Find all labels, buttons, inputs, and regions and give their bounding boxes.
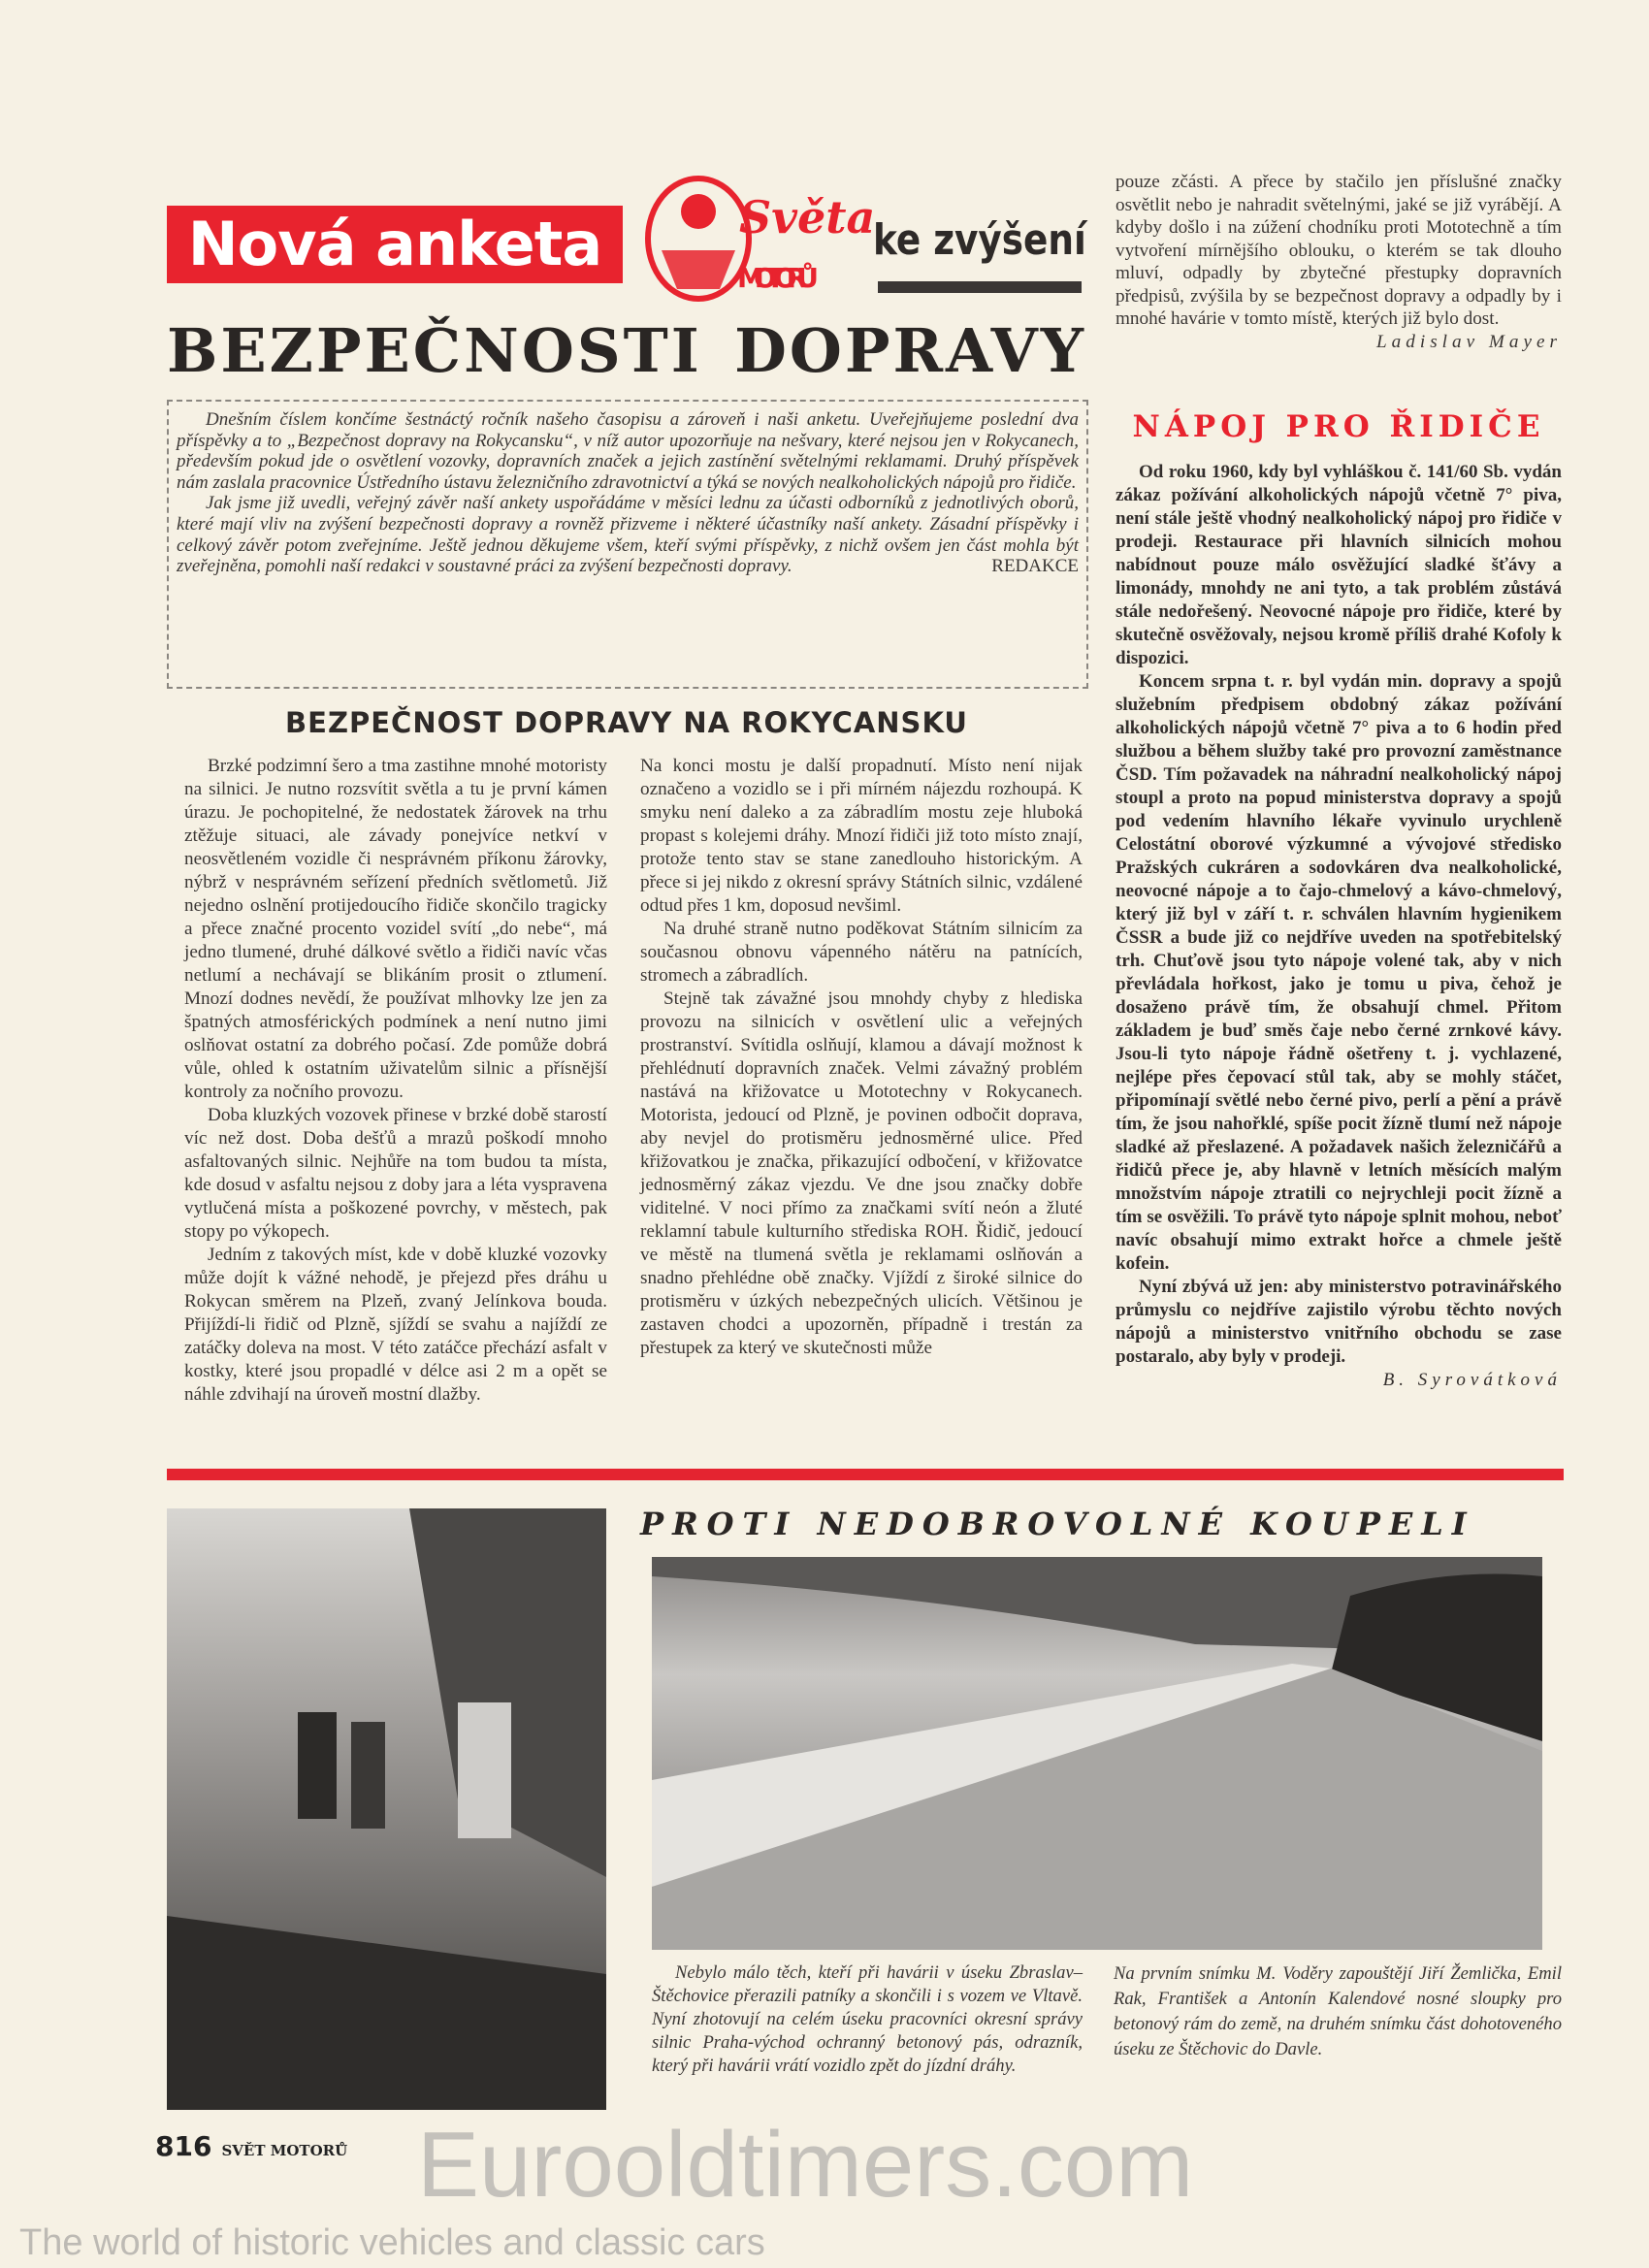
article2-paragraph: Nyní zbývá už jen: aby ministerstvo potravinářského průmyslu co nejdříve zajistilo výrobu těchto nových nápojů a ministerstvo vnitřního obchodu se zase postaralo, aby byly v prodeji.	[1116, 1277, 1562, 1367]
photo-illustration	[652, 1557, 1542, 1950]
survey-label: Nová anketa	[167, 206, 623, 283]
article2-body	[1116, 461, 1562, 1392]
article1-paragraph: Jedním z takových míst, kde v době kluzké vozovky může dojít k vážné nehodě, je přejezd přes dráhu u Rokycan směrem na Plzeň, zvaný Jelínkova bouda. Přijíždí-li řidič od Plzně, sjíždí se svahu a najíždí ze zatáčky doleva na most. V této zatáčce přechází asfalt v kostky, které jsou propadlé v délce asi 2 m a opět se náhle zdvihají na úroveň mostní dlažby.	[184, 1245, 607, 1405]
header-subtitle: ke zvýšení	[873, 215, 1086, 265]
editorial-intro-box	[167, 400, 1088, 689]
svg-text:Světa: Světa	[739, 191, 876, 243]
intro-paragraph	[177, 493, 1079, 576]
watermark-tagline: The world of historic vehicles and classic cars	[19, 2222, 765, 2263]
photo-illustration	[167, 1508, 606, 2110]
svet-motoru-logo	[642, 173, 876, 304]
article1-continuation-text: pouze zčásti. A přece by stačilo jen příslušné značky osvětlit nebo je nahradit světelnými, jaké se již vyrábějí. A kdyby došlo i na zúžení chodníku proti Mototechně a tím vytvoření mírnějšího oblouku, o kterém se tak dlouho mluví, odpadly by zbytečné přestupky dopravních předpisů, zvýšila by se bezpečnost dopravy a odpadly by i mnohé havárie v tomto místě, kterých již bylo dost.	[1116, 172, 1562, 329]
photo-caption-2	[1114, 1961, 1562, 2062]
page-footer	[155, 2130, 347, 2162]
article3-title: PROTI NEDOBROVOLNÉ KOUPELI	[640, 1506, 1475, 1542]
page-title: BEZPEČNOSTI DOPRAVY	[167, 315, 1086, 386]
article1-paragraph: Brzké podzimní šero a tma zastihne mnohé motoristy na silnici. Je nutno rozsvítit světla a tu je první kámen úrazu. Je pochopitelné, že nedostatek žárovek na trhu ztěžuje situaci, ale závady ponejvíce netkví v neosvětleném vozidle či nesprávném příkonu žárovky, nýbrž v nesprávném seřízení předních světlometů. Již nejedno oslnění protijedoucího řidiče skončilo tragicky a přece značné procento vozidel svítí „do nebe“, má jedno tlumené, druhé dálkové světlo a řidiči navíc včas netlumí a nechávají se blikáním prosit o ztlumení. Mnozí dodnes nevědí, že používat mlhovky lze jen za špatných atmosférických podmínek a není nutno jimi oslňovat ostatní za dobrého počasí. Zde pomůže dobrá vůle, ohled k ostatním uživatelům silnic a přísnější kontroly za nočního provozu.	[184, 756, 607, 1102]
photo-workers-installing-posts	[167, 1508, 606, 2110]
section-divider	[167, 1469, 1564, 1480]
photo-caption-1	[652, 1961, 1083, 2078]
article1-paragraph: Na druhé straně nutno poděkovat Státním silnicím za současnou obnovu vápenného nátěru na patnících, stromech a zábradlích.	[640, 919, 1083, 986]
article1-column-2	[640, 755, 1083, 1360]
intro-signature: REDAKCE	[991, 556, 1079, 577]
watermark-site: Eurooldtimers.com	[417, 2113, 1194, 2217]
caption-text: Nebylo málo těch, kteří při havárii v úseku Zbraslav–Štěchovice přerazili patníky a skončili i s vozem ve Vltavě. Nyní zhotovují na celém úseku pracovníci okresní správy silnic Praha-východ ochranný betonový pás, odrazník, který při havárii vrátí vozidlo zpět do jízdní dráhy.	[652, 1962, 1083, 2076]
article2-paragraph: Koncem srpna t. r. byl vydán min. dopravy a spojů služebním předpisem obdobný zákaz požívání alkoholických nápojů včetně 7° piva a to 6 hodin před službou a během služby také pro provozní zaměstnance ČSD. Tím požavadek na náhradní nealkoholický nápoj stoupl a proto na popud ministerstva dopravy a spojů pod vedením hlavního lékaře vyvinulo urychleně Celostátní oborové výzkumné a vývojové středisko Pražských cukráren a sodovkáren dva nealkoholické, neovocné nápoje a to čajo-chmelový a kávo-chmelový, který již byl v září t. r. schválen hlavním hygienikem ČSSR a bude již co nejdříve uveden na spotřebitelský trh. Chuťově jsou tyto nápoje volené tak, aby v nich převládala hořkost, jako je tomu u piva, čehož je dosaženo právě tím, že obsahují chmel. Přitom základem je buď směs čaje nebo černé zrnkové kávy. Jsou-li tyto nápoje řádně ošetřeny t. j. vychlazené, nejlépe přes čepovací stůl tak, aby se mohly stáčet, připomínají světlé nebo černé pivo, perlí a pění a právě tím, že jsou nahořklé, spíše pocit žízně tlumí než nápoje sladké až přeslazené. A požadavek našich železničářů a řidičů přece je, aby hlavně v letních měsících malým množstvím nápoje ztratili co nejrychleji pocit žízně a tím se osvěžili. To právě tyto nápoje splnit mohou, neboť navíc obsahují mimo extrakt hořce a chmele ještě kofein.	[1116, 671, 1562, 1274]
article1-column-1	[184, 755, 607, 1407]
article1-continuation	[1116, 171, 1562, 353]
article1-paragraph: Na konci mostu je další propadnutí. Místo není nijak označeno a vozidlo se i při mírném nájezdu rozhoupá. K smyku není daleko a za zábradlím mostu zeje hluboká propast s kolejemi dráhy. Mnozí řidiči již toto místo znají, protože tento stav se stane zanedlouho historickým. A přece si jej nikdo z okresní správy Státních silnic, vzdálené odtud přes 1 km, doposud nevšiml.	[640, 756, 1083, 916]
article2-author: B. Syrovátková	[1382, 1370, 1562, 1390]
article2-title: NÁPOJ PRO ŘIDIČE	[1132, 409, 1545, 444]
article1-title: BEZPEČNOST DOPRAVY NA ROKYCANSKU	[285, 706, 968, 739]
article1-paragraph: Stejně tak závažné jsou mnohdy chyby z hlediska provozu na silnicích v osvětlení ulic a veřejných prostranství. Svítidla oslňují, klamou a dávají možnost k přehlédnutí dopravních značek. Velmi závažný problém nastává na křižovatce u Mototechny v Rokycanech. Motorista, jedoucí od Plzně, je povinen odbočit doprava, aby nevjel do protisměru jednosměrné ulice. Před křižovatkou je značka, přikazující odbočení, v křižovatce jednosměrný zákaz vjezdu. Ve dne jsou značky dobře viditelné. V noci přímo za značkami svítí neón a žluté reklamní tabule kulturního střediska ROH. Řidič, jedoucí ve městě na tlumená světla je reklamami oslňován a snadno přehlédne obě značky. Vjíždí z široké silnice do protisměru v úzkých nebezpečných ulicích. Většinou je zastaven chodci a upozorněn, případně i trestán za přestupek za který ve skutečnosti může	[640, 988, 1083, 1358]
decorative-bar	[878, 281, 1082, 293]
intro-paragraph-text: Jak jsme již uvedli, veřejný závěr naší ankety uspořádáme v měsíci lednu za účasti odborníků z jednotlivých oborů, které mají vliv na zvýšení bezpečnosti dopravy a rovněž přizveme i některé účastníky naší ankety. Zásadní příspěvky i celkový závěr potom zveřejníme. Ještě jednou děkujeme všem, kteří svými příspěvky, z nichž ovšem jen část mohla být zveřejněna, pomohli naší redakci v soustavné práci za zvýšení bezpečnosti dopravy.	[177, 493, 1079, 577]
article2-paragraph: Od roku 1960, kdy byl vyhláškou č. 141/60 Sb. vydán zákaz požívání alkoholických nápojů včetně 7° piva, není stále ještě vhodný nealkoholický nápoj pro řidiče v prodeji. Restaurace při hlavních silnicích mohou nabídnout pouze málo osvěžující sladké šťávy a limonády, mnohdy ne ani tyto, a tak problém zůstává stále nedořešený. Neovocné nápoje pro řidiče, které by skutečně osvěžovaly, nejsou kromě příliš drahé Kofoly k dispozici.	[1116, 462, 1562, 668]
svg-text:MOTORŮ: MOTORŮ	[737, 262, 819, 294]
caption-text: Na prvním snímku M. Voděry zapouštějí Jiří Žemlička, Emil Rak, František a Antonín Kalendové nosné sloupky pro betonový rám do země, na druhém snímku část dohotoveného úseku ze Štěchovic do Davle.	[1114, 1963, 1562, 2059]
magazine-name: SVĚT MOTORŮ	[221, 2142, 348, 2159]
photo-concrete-barrier-road	[652, 1557, 1542, 1950]
article1-paragraph: Doba kluzkých vozovek přinese v brzké době starostí víc než dost. Doba dešťů a mrazů poškodí mnoho asfaltovaných silnic. Nejhůře na tom budou ta místa, kde dosud v asfaltu nejsou z doby jara a léta vyspravena vytlučená místa a poškozené povrchy, v městech, pak stopy po výkopech.	[184, 1105, 607, 1242]
logo-emblem-icon	[642, 173, 876, 304]
page-number: 816	[155, 2130, 212, 2162]
article1-author: Ladislav Mayer	[1376, 331, 1562, 352]
intro-paragraph: Dnešním číslem končíme šestnáctý ročník našeho časopisu a zároveň i naši anketu. Uveřejňujeme poslední dva příspěvky a to „Bezpečnost dopravy na Rokycansku“, v níž autor upozorňuje na nešvary, které nejsou jen v Rokycanech, především pokud jde o osvětlení vozovky, dopravních značek a jejich zastínění světelnými reklamami. Druhý příspěvek nám zaslala pracovnice Ústředního ústavu železničního zdravotnictví a týká se nových nealkoholických nápojů pro řidiče.	[177, 409, 1079, 493]
